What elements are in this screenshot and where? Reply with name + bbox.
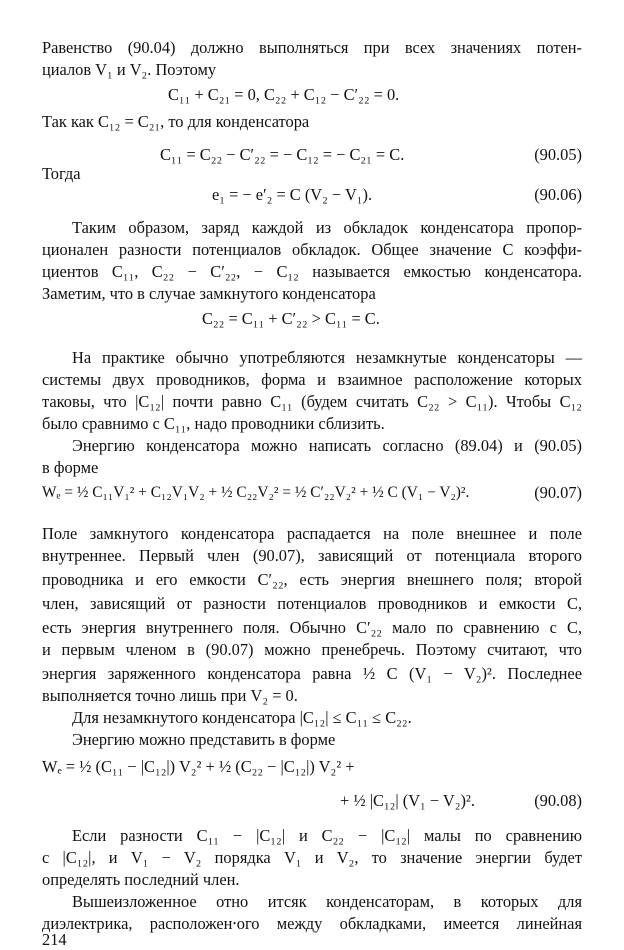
text-line: Энергию можно представить в форме bbox=[72, 730, 336, 749]
equation-number: (90.07) bbox=[534, 483, 582, 502]
page-number: 214 bbox=[42, 930, 67, 949]
text-line: внутреннее. Первый член (90.07), зависящий от потенциала второго bbox=[42, 546, 582, 565]
text-line: Вышеизложенное отно итсяк конденсаторам, в которых для bbox=[72, 892, 582, 911]
text-line: определять последний член. bbox=[42, 870, 240, 889]
text-line: диэлектрика, расположен⸱ого между обкладками, имеется линейная bbox=[42, 914, 582, 933]
text-line: член, зависящий от разности потенциалов проводников и емкости C, bbox=[42, 594, 582, 613]
text-line: Таким образом, заряд каждой из обкладок конденсатора пропор- bbox=[72, 218, 582, 237]
text-line: Если разности C₁₁ − |C₁₂| и C₂₂ − |C₁₂| малы по сравнению bbox=[72, 826, 582, 845]
equation: Wₑ = ½ C₁₁V₁² + C₁₂V₁V₂ + ½ C₂₂V₂² = ½ C′₂₂V₂² + ½ C (V₁ − V₂)². bbox=[42, 484, 470, 501]
text-line: с |C₁₂|, и V₁ − V₂ порядка V₁ и V₂, то значение энергии будет bbox=[42, 848, 582, 867]
text-line: выполняется точно лишь при V₂ = 0. bbox=[42, 686, 298, 705]
equation: C₁₁ = C₂₂ − C′₂₂ = − C₁₂ = − C₂₁ = C. bbox=[160, 145, 405, 164]
text-line: в форме bbox=[42, 458, 99, 477]
equation-number: (90.05) bbox=[534, 145, 582, 164]
text-line: системы двух проводников, форма и взаимное расположение которых bbox=[42, 370, 582, 389]
text-line: циалов V₁ и V₂. Поэтому bbox=[42, 60, 217, 79]
text-line: было сравнимо с C₁₁, надо проводники сблизить. bbox=[42, 414, 385, 433]
equation: + ½ |C₁₂| (V₁ − V₂)². bbox=[340, 791, 475, 810]
text-line: ционален разности потенциалов обкладок. Общее значение C коэффи- bbox=[42, 240, 582, 259]
text-line: На практике обычно употребляются незамкнутые конденсаторы — bbox=[72, 348, 582, 367]
text-line: есть энергия внутреннего поля. Обычно C′₂₂ мало по сравнению с C, bbox=[42, 618, 582, 637]
text-line: Поле замкнутого конденсатора распадается на поле внешнее и поле bbox=[42, 524, 582, 543]
text-line: таковы, что |C₁₂| почти равно C₁₁ (будем считать C₂₂ > C₁₁). Чтобы C₁₂ bbox=[42, 392, 582, 411]
equation: C₁₁ + C₂₁ = 0, C₂₂ + C₁₂ − C′₂₂ = 0. bbox=[168, 85, 400, 104]
equation-number: (90.08) bbox=[534, 791, 582, 810]
text-line: Для незамкнутого конденсатора |C₁₂| ≤ C₁₁ ≤ C₂₂. bbox=[72, 708, 412, 727]
text-line: и первым членом в (90.07) можно пренебречь. Поэтому считают, что bbox=[42, 640, 582, 659]
text-line: циентов C₁₁, C₂₂ − C′₂₂, − C₁₂ называется емкостью конденсатора. bbox=[42, 262, 582, 281]
equation: e₁ = − e′₂ = C (V₂ − V₁). bbox=[212, 185, 373, 204]
equation: C₂₂ = C₁₁ + C′₂₂ > C₁₁ = C. bbox=[202, 309, 380, 328]
text-line: Тогда bbox=[42, 164, 81, 183]
text-line: Равенство (90.04) должно выполняться при всех значениях потен- bbox=[42, 38, 582, 57]
text-line: Так как C₁₂ = C₂₁, то для конденсатора bbox=[42, 112, 310, 131]
equation-number: (90.06) bbox=[534, 185, 582, 204]
text-line: Заметим, что в случае замкнутого конденсатора bbox=[42, 284, 376, 303]
text-line: Энергию конденсатора можно написать согласно (89.04) и (90.05) bbox=[72, 436, 582, 455]
text-line: энергия заряженного конденсатора равна ½ C (V₁ − V₂)². Последнее bbox=[42, 664, 582, 683]
equation: Wₑ = ½ (C₁₁ − |C₁₂|) V₂² + ½ (C₂₂ − |C₁₂|) V₂² + bbox=[42, 757, 355, 776]
text-line: проводника и его емкости C′₂₂, есть энергия внешнего поля; второй bbox=[42, 570, 582, 589]
